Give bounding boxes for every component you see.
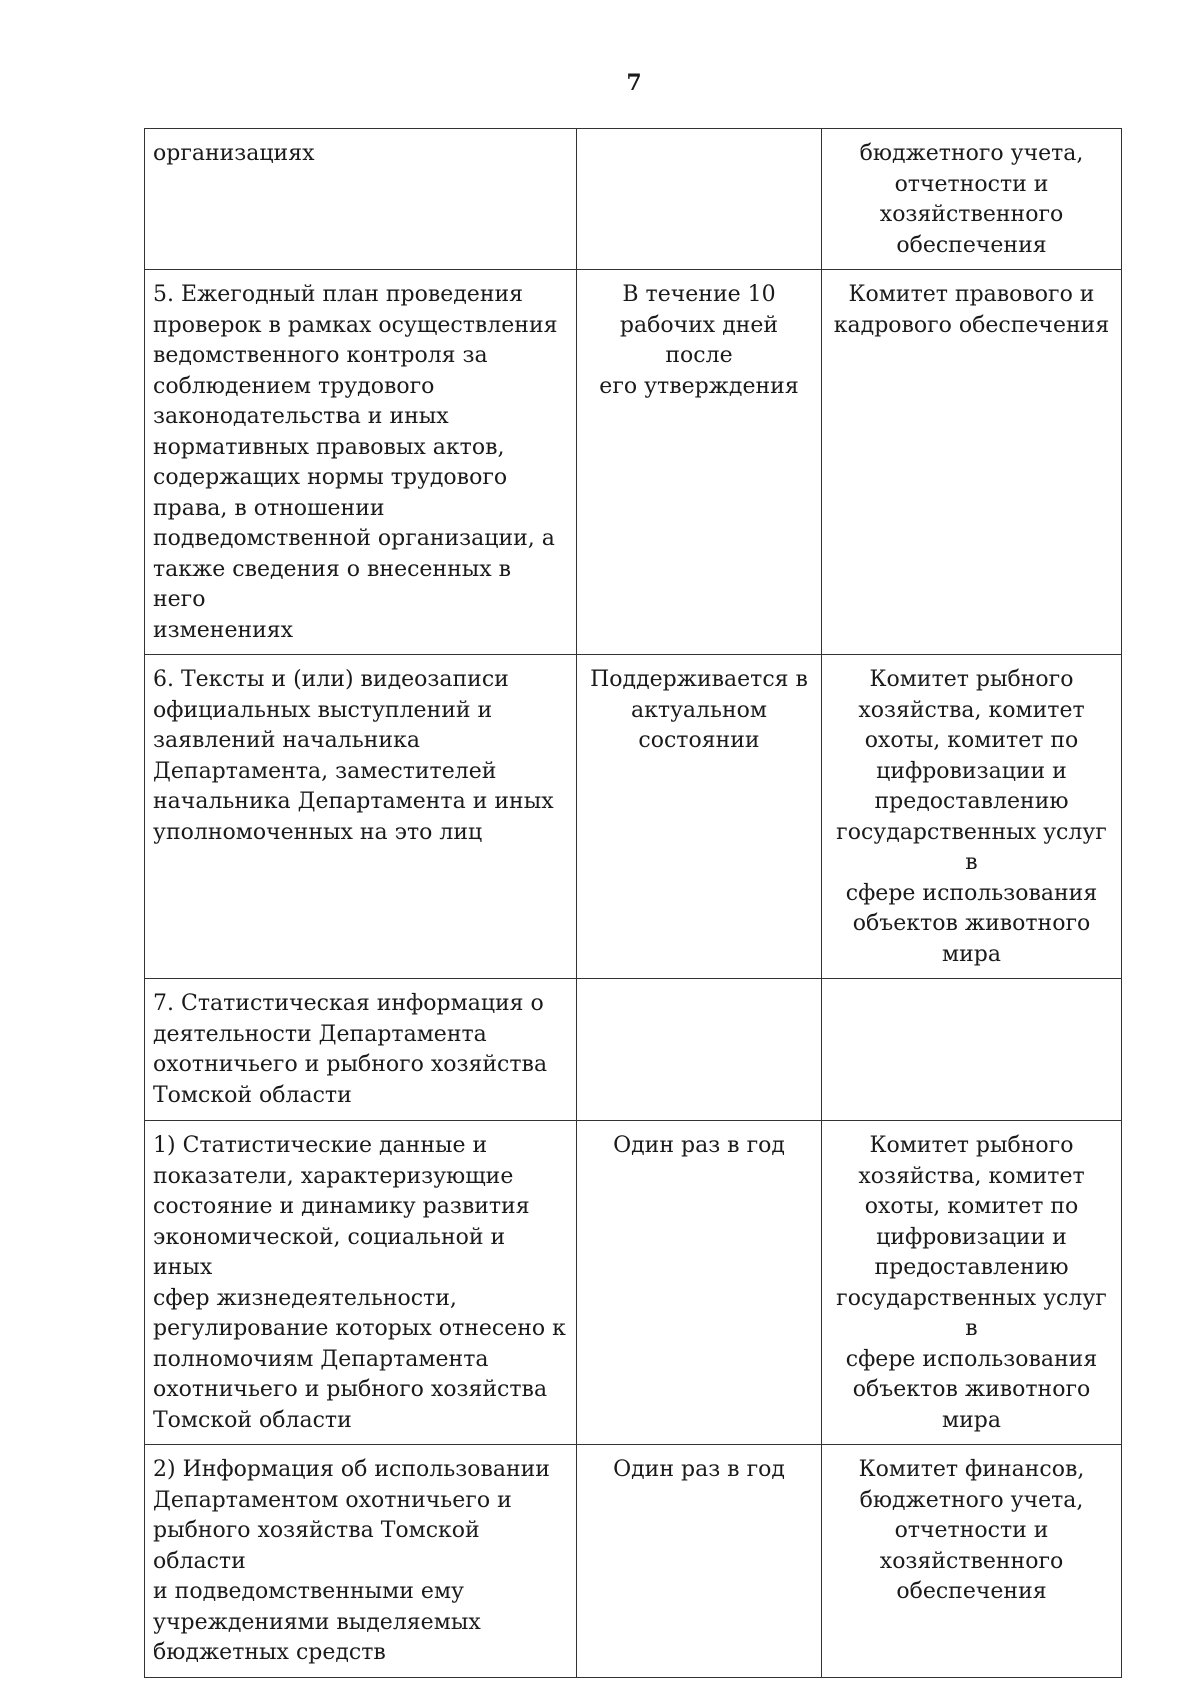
term-cell (577, 270, 822, 655)
table-row (145, 1121, 1122, 1445)
responsible-text: Комитет правового и кадрового обеспечения (833, 282, 1110, 338)
term-text: В течение 10 рабочих дней после его утверждения (599, 282, 799, 399)
table-row (145, 655, 1122, 979)
responsible-cell (822, 655, 1122, 979)
term-cell (577, 979, 822, 1121)
document-text: 5. Ежегодный план проведения проверок в рамках осуществления ведомственного контроля за соблюдением трудового законодательства и иных нормативных правовых актов, содержащих нормы трудового права, в отношении подведомственной организации, а также сведения о внесенных в него изменениях (153, 282, 558, 643)
responsible-text: бюджетного учета, отчетности и хозяйственного обеспечения (859, 141, 1084, 258)
term-cell (577, 655, 822, 979)
document-text: 1) Статистические данные и показатели, характеризующие состояние и динамику развития экономической, социальной и иных сфер жизнедеятельности, регулирование которых отнесено к полномочиям Департамента охотничьего и рыбного хозяйства Томской области (153, 1133, 566, 1433)
responsible-cell (822, 979, 1122, 1121)
information-table (144, 128, 1122, 1678)
term-cell (577, 1121, 822, 1445)
responsible-cell (822, 129, 1122, 270)
document-text: 7. Статистическая информация о деятельности Департамента охотничьего и рыбного хозяйства Томской области (153, 991, 548, 1108)
responsible-text: Комитет финансов, бюджетного учета, отчетности и хозяйственного обеспечения (858, 1457, 1085, 1604)
document-cell (145, 655, 577, 979)
table-row (145, 270, 1122, 655)
term-text: Один раз в год (613, 1133, 785, 1158)
document-cell (145, 1121, 577, 1445)
table-row (145, 129, 1122, 270)
document-cell (145, 129, 577, 270)
term-text: Один раз в год (613, 1457, 785, 1482)
responsible-cell (822, 1445, 1122, 1678)
responsible-text: Комитет рыбного хозяйства, комитет охоты, комитет по цифровизации и предоставлению государственных услуг в сфере использования объектов животного мира (836, 667, 1107, 967)
responsible-text: Комитет рыбного хозяйства, комитет охоты, комитет по цифровизации и предоставлению государственных услуг в сфере использования объектов животного мира (836, 1133, 1107, 1433)
document-text: 6. Тексты и (или) видеозаписи официальных выступлений и заявлений начальника Департамента, заместителей начальника Департамента и иных уполномоченных на это лиц (153, 667, 554, 845)
document-cell (145, 979, 577, 1121)
table-row (145, 979, 1122, 1121)
document-text: 2) Информация об использовании Департаментом охотничьего и рыбного хозяйства Томской области и подведомственными ему учреждениями выделяемых бюджетных средств (153, 1457, 550, 1665)
table-row (145, 1445, 1122, 1678)
term-cell (577, 1445, 822, 1678)
responsible-cell (822, 1121, 1122, 1445)
page-number: 7 (626, 70, 642, 96)
term-text: Поддерживается в актуальном состоянии (590, 667, 808, 753)
term-cell (577, 129, 822, 270)
document-cell (145, 1445, 577, 1678)
responsible-cell (822, 270, 1122, 655)
document-cell (145, 270, 577, 655)
document-text: организациях (153, 141, 315, 166)
